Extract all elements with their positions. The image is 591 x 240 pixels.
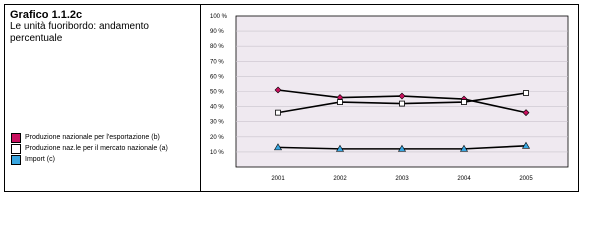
x-tick-label: 2004 xyxy=(457,176,471,182)
legend-item-export xyxy=(11,132,168,143)
y-tick-label: 60 % xyxy=(210,74,224,81)
legend-label-import: Import (c) xyxy=(25,156,55,163)
y-tick-label: 80 % xyxy=(210,44,224,51)
x-tick-label: 2002 xyxy=(333,176,347,182)
y-tick-label: 70 % xyxy=(210,59,224,66)
legend-swatch-import xyxy=(11,155,21,165)
chart-subtitle: Le unità fuoribordo: andamento percentuale xyxy=(10,21,149,44)
y-tick-label: 90 % xyxy=(210,29,224,36)
y-tick-label: 100 % xyxy=(210,14,228,20)
legend xyxy=(11,132,168,165)
legend-item-import xyxy=(11,154,168,165)
data-point xyxy=(338,100,343,105)
data-point xyxy=(276,110,281,115)
legend-label-export: Produzione nazionale per l'esportazione (b) xyxy=(25,134,160,141)
legend-panel xyxy=(5,5,201,191)
legend-item-domestic xyxy=(11,143,168,154)
x-tick-label: 2003 xyxy=(395,176,409,182)
y-tick-label: 10 % xyxy=(210,149,224,156)
y-tick-label: 30 % xyxy=(210,119,224,126)
y-tick-label: 20 % xyxy=(210,134,224,141)
x-tick-label: 2005 xyxy=(519,176,533,182)
legend-swatch-export xyxy=(11,133,21,143)
y-tick-label: 50 % xyxy=(210,89,224,96)
line-chart xyxy=(198,6,575,190)
chart-title: Grafico 1.1.2c xyxy=(10,9,83,21)
y-tick-label: 40 % xyxy=(210,104,224,111)
x-tick-label: 2001 xyxy=(271,176,285,182)
data-point xyxy=(400,101,405,106)
data-point xyxy=(462,100,467,105)
data-point xyxy=(524,91,529,96)
legend-label-domestic: Produzione naz.le per il mercato nazionale (a) xyxy=(25,145,168,152)
legend-swatch-domestic xyxy=(11,144,21,154)
